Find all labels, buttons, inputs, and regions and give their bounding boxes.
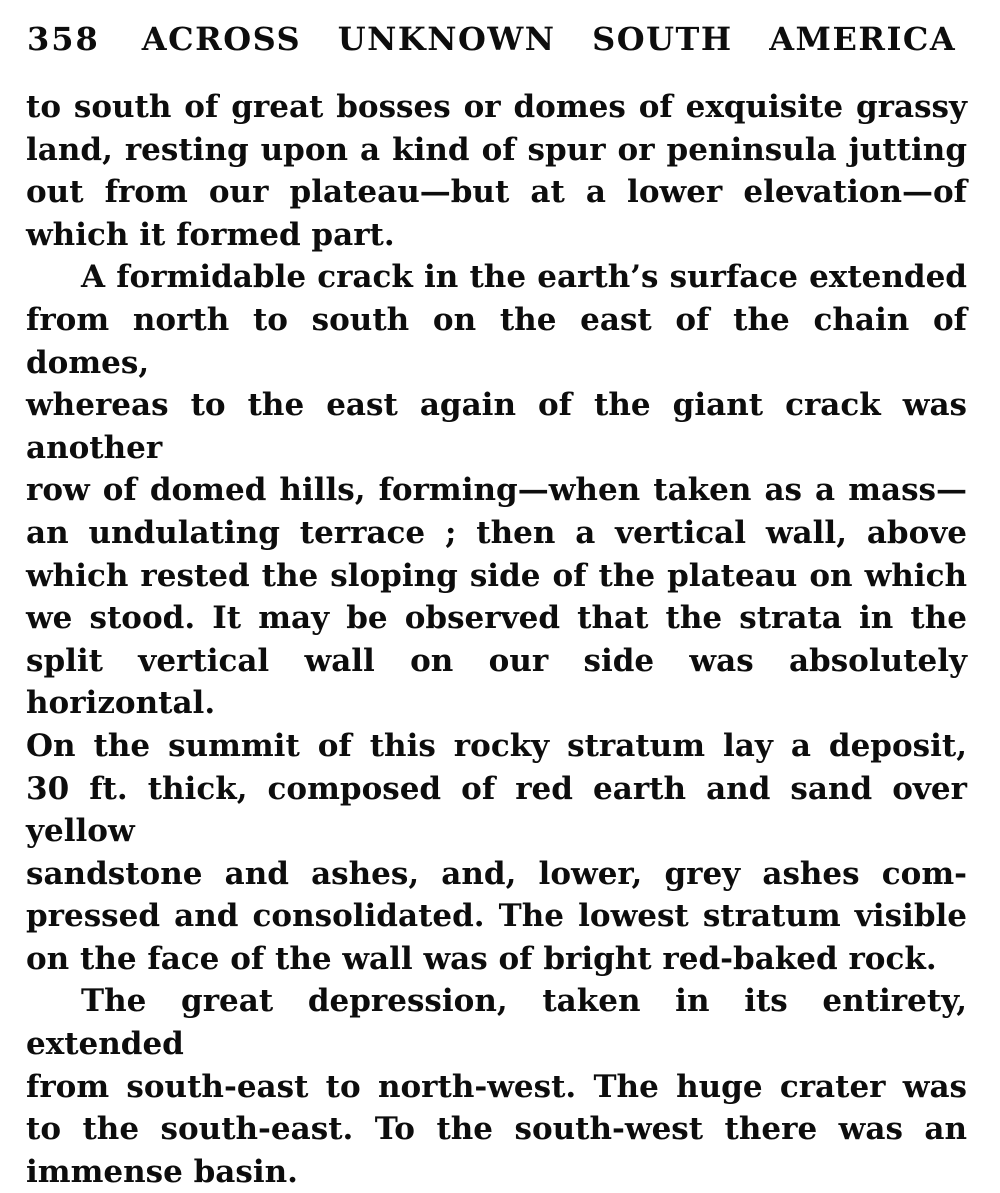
running-title: ACROSS UNKNOWN SOUTH AMERICA [141,20,957,58]
text-line: The great depression, taken in its entirety, extended [26,983,967,1063]
text-line: row of domed hills, forming—when taken as a mass— [26,472,967,509]
text-line: immense basin. [26,1153,298,1190]
text-line: split vertical wall on our side was absolutely horizontal. [26,642,967,722]
text-line: from north to south on the east of the chain of domes, [26,301,967,381]
text-line: which rested the sloping side of the plateau on which [26,557,967,594]
text-line: 30 ft. thick, composed of red earth and sand over yellow [26,770,967,850]
text-line: On the summit of this rocky stratum lay a deposit, [26,727,967,764]
text-line: to the south-east. To the south-west there was an [26,1111,967,1148]
text-line: on the face of the wall was of bright red-baked rock. [26,940,937,977]
page-header [27,20,1000,58]
paragraph-2 [26,256,967,980]
page-body [26,86,967,1193]
text-line: out from our plateau—but at a lower elevation—of [26,174,967,211]
text-line: A formidable crack in the earth’s surface extended [81,259,967,296]
text-line: we stood. It may be observed that the strata in the [26,600,967,637]
text-line: whereas to the east again of the giant crack was another [26,387,967,466]
text-line: to south of great bosses or domes of exquisite grassy [26,89,967,125]
text-line: pressed and consolidated. The lowest stratum visible [26,898,967,935]
text-line: land, resting upon a kind of spur or peninsula jutting [26,131,967,168]
text-line: sandstone and ashes, and, lower, grey ashes com- [26,855,967,892]
paragraph-3 [26,980,967,1193]
text-line: which it formed part. [26,216,395,253]
page-number: 358 [27,20,100,58]
paragraph-1 [26,86,967,256]
text-line: an undulating terrace ; then a vertical wall, above [26,514,967,551]
book-page [0,20,1000,1190]
text-line: from south-east to north-west. The huge crater was [26,1068,967,1105]
